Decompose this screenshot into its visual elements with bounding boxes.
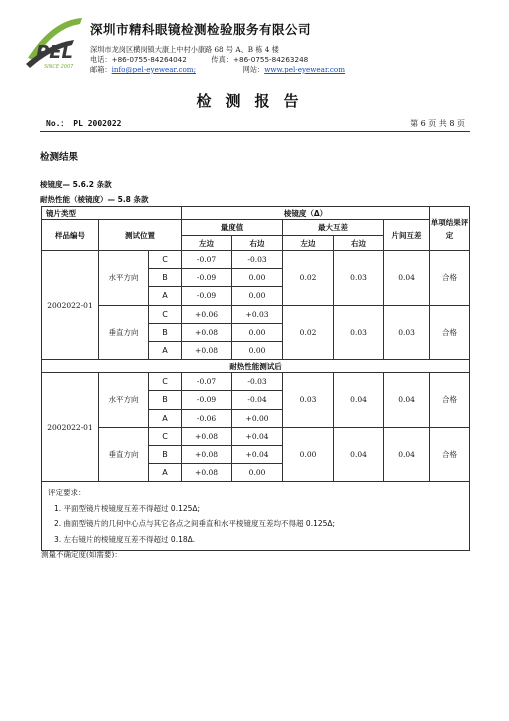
max-diff-right: 0.03 xyxy=(334,251,384,306)
between-lens-diff: 0.04 xyxy=(384,427,430,482)
clause-prism: 棱镜度— 5.6.2 条款 xyxy=(40,180,112,189)
value-right: +0.04 xyxy=(232,427,283,445)
between-lens-diff: 0.03 xyxy=(384,305,430,360)
value-right: 0.00 xyxy=(232,269,283,287)
result-verdict: 合格 xyxy=(430,251,470,306)
value-left: -0.07 xyxy=(182,251,232,269)
max-diff-right: 0.04 xyxy=(334,373,384,428)
header-prism: 棱镜度（Δ） xyxy=(182,207,430,220)
value-right: +0.00 xyxy=(232,409,283,427)
value-left: -0.09 xyxy=(182,269,232,287)
max-diff-left: 0.00 xyxy=(283,427,334,482)
sample-number: 2002022-01 xyxy=(42,251,99,360)
header-value-right: 右边 xyxy=(232,236,283,251)
value-right: 0.00 xyxy=(232,287,283,305)
fax-label: 传真： xyxy=(211,55,233,64)
logo-subtext: SINCE 2007 xyxy=(44,64,74,70)
value-right: 0.00 xyxy=(232,464,283,482)
email-link[interactable]: info@pel-eyewear.com; xyxy=(111,65,197,74)
value-right: -0.03 xyxy=(232,251,283,269)
value-left: +0.08 xyxy=(182,341,232,359)
contact-line-1 xyxy=(90,55,308,65)
result-verdict: 合格 xyxy=(430,305,470,360)
header-divider xyxy=(40,131,470,132)
header-value-left: 左边 xyxy=(182,236,232,251)
email-label: 邮箱： xyxy=(90,65,112,74)
value-left: -0.06 xyxy=(182,409,232,427)
requirements-label: 评定要求： xyxy=(48,488,86,498)
result-verdict: 合格 xyxy=(430,427,470,482)
header-diff-left: 左边 xyxy=(283,236,334,251)
page-info: 第 6 页 共 8 页 xyxy=(410,119,465,128)
max-diff-left: 0.03 xyxy=(283,373,334,428)
max-diff-left: 0.02 xyxy=(283,251,334,306)
direction-label: 水平方向 xyxy=(99,251,149,306)
position-label: A xyxy=(149,409,182,427)
position-label: A xyxy=(149,464,182,482)
header-single-result: 单项结果评定 xyxy=(430,207,470,251)
value-left: +0.08 xyxy=(182,464,232,482)
header-sample-no: 样品编号 xyxy=(42,220,99,251)
value-left: +0.08 xyxy=(182,427,232,445)
value-left: +0.08 xyxy=(182,445,232,463)
value-right: 0.00 xyxy=(232,341,283,359)
results-table xyxy=(41,206,470,551)
report-number xyxy=(46,118,121,129)
fax-value: +86-0755-84263248 xyxy=(232,55,309,64)
direction-label: 垂直方向 xyxy=(99,305,149,360)
clause-heat-resistance: 耐热性能（棱镜度）— 5.8 条款 xyxy=(40,195,149,204)
between-lens-diff: 0.04 xyxy=(384,251,430,306)
direction-label: 水平方向 xyxy=(99,373,149,428)
header-lens-type: 镜片类型 xyxy=(42,207,182,220)
phone-label: 电话： xyxy=(90,55,112,64)
requirement-item: 1. 平面型镜片棱镜度互差不得超过 0.125Δ; xyxy=(54,503,201,513)
position-label: A xyxy=(149,341,182,359)
position-label: C xyxy=(149,427,182,445)
value-left: +0.06 xyxy=(182,305,232,323)
section-title: 检测结果 xyxy=(40,152,79,163)
value-right: -0.03 xyxy=(232,373,283,391)
report-number-value: PL 2002022 xyxy=(73,119,122,128)
company-address: 深圳市龙岗区横岗镇大康上中村小康路 68 号 A、B 栋 4 楼 xyxy=(90,45,279,54)
requirement-item: 2. 曲面型镜片的几何中心点与其它各点之间垂直和水平棱镜度互差均不得超 0.125Δ; xyxy=(54,519,336,529)
value-left: +0.08 xyxy=(182,323,232,341)
position-label: B xyxy=(149,391,182,409)
value-right: +0.04 xyxy=(232,445,283,463)
sample-number: 2002022-01 xyxy=(42,373,99,482)
position-label: C xyxy=(149,373,182,391)
logo-text: PEL xyxy=(36,42,73,63)
position-label: A xyxy=(149,287,182,305)
position-label: C xyxy=(149,251,182,269)
contact-line-2 xyxy=(90,65,345,75)
after-heat-test-header: 耐热性能测试后 xyxy=(42,360,470,373)
requirements-box xyxy=(42,482,470,551)
position-label: C xyxy=(149,305,182,323)
position-label: B xyxy=(149,269,182,287)
value-right: +0.03 xyxy=(232,305,283,323)
phone-value: +86-0755-84264042 xyxy=(111,55,187,64)
max-diff-right: 0.04 xyxy=(334,427,384,482)
header-prism-value: 量度值 xyxy=(182,220,283,236)
value-right: 0.00 xyxy=(232,323,283,341)
company-name: 深圳市精科眼镜检测检验服务有限公司 xyxy=(90,22,312,37)
position-label: B xyxy=(149,445,182,463)
report-number-label: No.： xyxy=(46,119,69,128)
web-link[interactable]: www.pel-eyewear.com xyxy=(264,65,346,74)
between-lens-diff: 0.04 xyxy=(384,373,430,428)
direction-label: 垂直方向 xyxy=(99,427,149,482)
header-max-diff: 最大互差 xyxy=(283,220,384,236)
header-diff-right: 右边 xyxy=(334,236,384,251)
header-between-lens: 片间互差 xyxy=(384,220,430,251)
measurement-uncertainty: 测量不确定度(如需要)： xyxy=(41,550,122,559)
value-right: -0.04 xyxy=(232,391,283,409)
max-diff-left: 0.02 xyxy=(283,305,334,360)
value-left: -0.09 xyxy=(182,391,232,409)
value-left: -0.07 xyxy=(182,373,232,391)
report-title: 检测报告 xyxy=(196,92,313,110)
header-test-position: 测试位置 xyxy=(99,220,182,251)
web-label: 网站： xyxy=(242,65,265,74)
position-label: B xyxy=(149,323,182,341)
requirement-item: 3. 左右镜片的棱镜度互差不得超过 0.18Δ. xyxy=(54,534,196,544)
max-diff-right: 0.03 xyxy=(334,305,384,360)
result-verdict: 合格 xyxy=(430,373,470,428)
value-left: -0.09 xyxy=(182,287,232,305)
company-logo xyxy=(22,14,86,74)
